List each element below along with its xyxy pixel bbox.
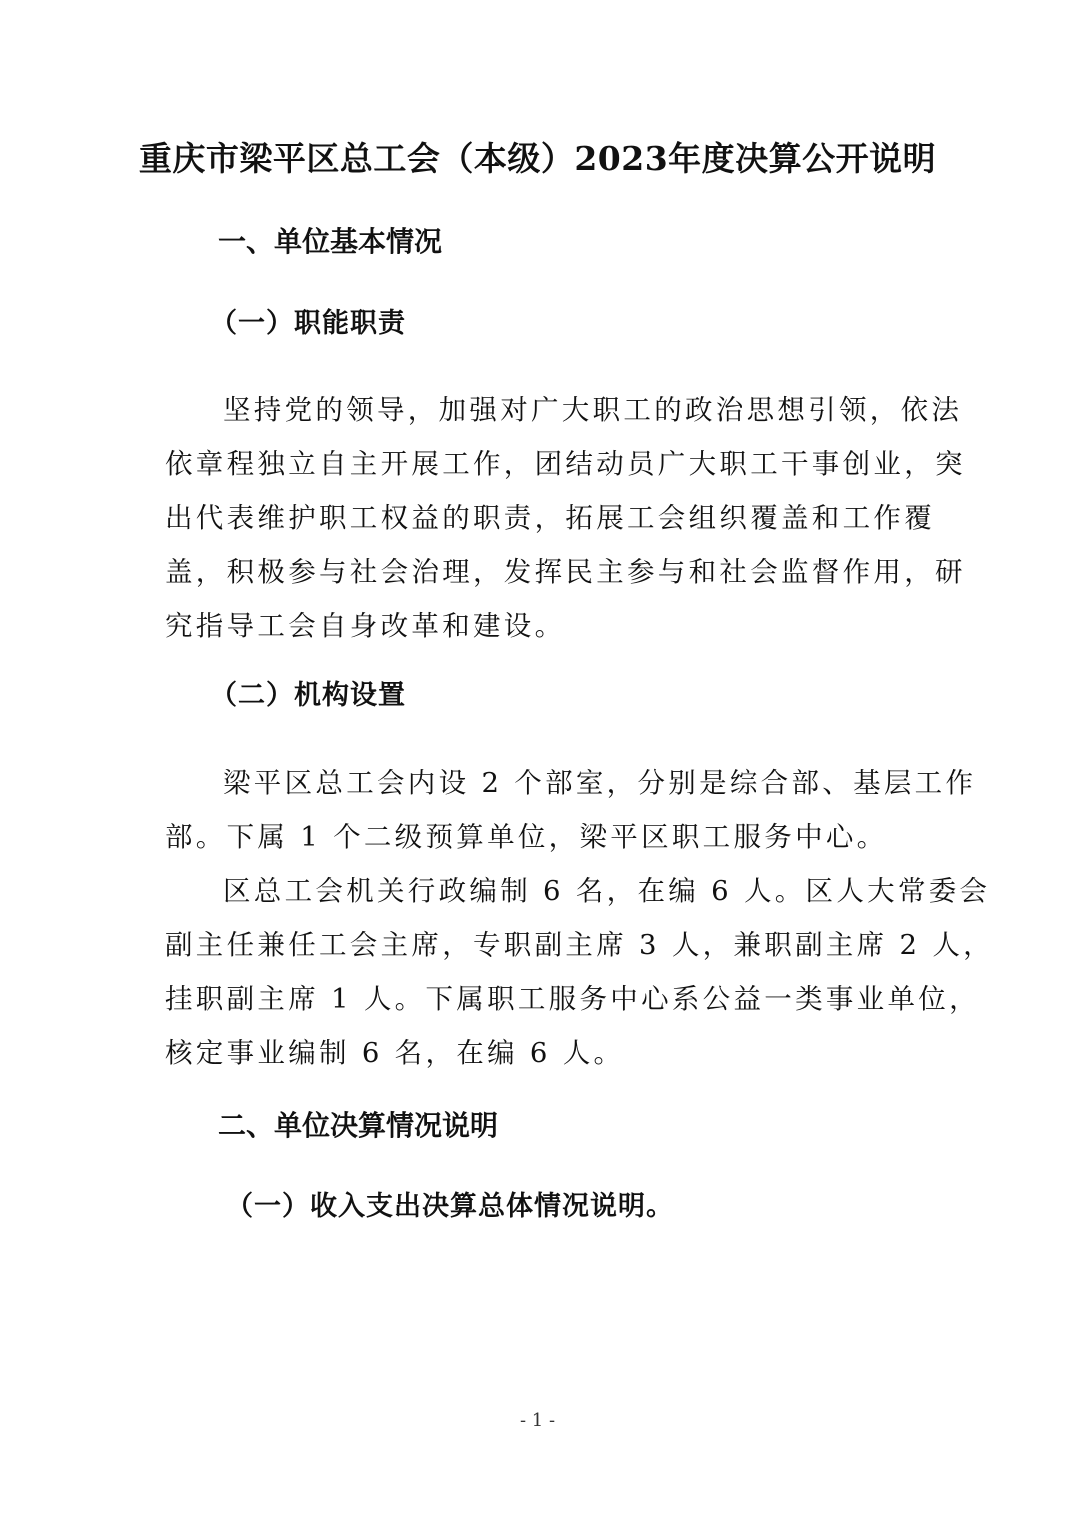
paragraph-line: 依章程独立自主开展工作，团结动员广大职工干事创业，突 <box>165 448 966 480</box>
section-2-heading: 二、单位决算情况说明 <box>218 1109 499 1142</box>
paragraph-line: 出代表维护职工权益的职责，拓展工会组织覆盖和工作覆 <box>165 502 935 534</box>
paragraph-line: 盖，积极参与社会治理，发挥民主参与和社会监督作用，研 <box>165 556 966 588</box>
paragraph-line: 部。下属 1 个二级预算单位，梁平区职工服务中心。 <box>165 821 888 853</box>
section-2-1-heading: （一）收入支出决算总体情况说明。 <box>226 1191 674 1222</box>
document-title: 重庆市梁平区总工会（本级）2023年度决算公开说明 <box>138 139 937 178</box>
org-paragraph-1 <box>165 756 977 864</box>
paragraph-line: 副主任兼任工会主席，专职副主席 3 人，兼职副主席 2 人， <box>165 929 994 961</box>
duties-paragraph <box>165 383 966 653</box>
section-1-2-heading: （二）机构设置 <box>210 680 406 711</box>
section-1-1-heading: （一）职能职责 <box>210 308 406 339</box>
section-1-heading: 一、单位基本情况 <box>218 225 443 258</box>
page-number: - 1 - <box>519 1410 556 1431</box>
paragraph-line: 坚持党的领导，加强对广大职工的政治思想引领，依法 <box>223 394 963 426</box>
paragraph-line: 梁平区总工会内设 2 个部室，分别是综合部、基层工作 <box>223 767 977 799</box>
paragraph-line: 究指导工会自身改革和建设。 <box>165 610 566 642</box>
paragraph-line: 挂职副主席 1 人。下属职工服务中心系公益一类事业单位， <box>165 983 980 1015</box>
paragraph-line: 核定事业编制 6 名，在编 6 人。 <box>165 1037 625 1069</box>
org-paragraph-2 <box>165 864 994 1080</box>
paragraph-line: 区总工会机关行政编制 6 名，在编 6 人。区人大常委会 <box>223 875 991 907</box>
